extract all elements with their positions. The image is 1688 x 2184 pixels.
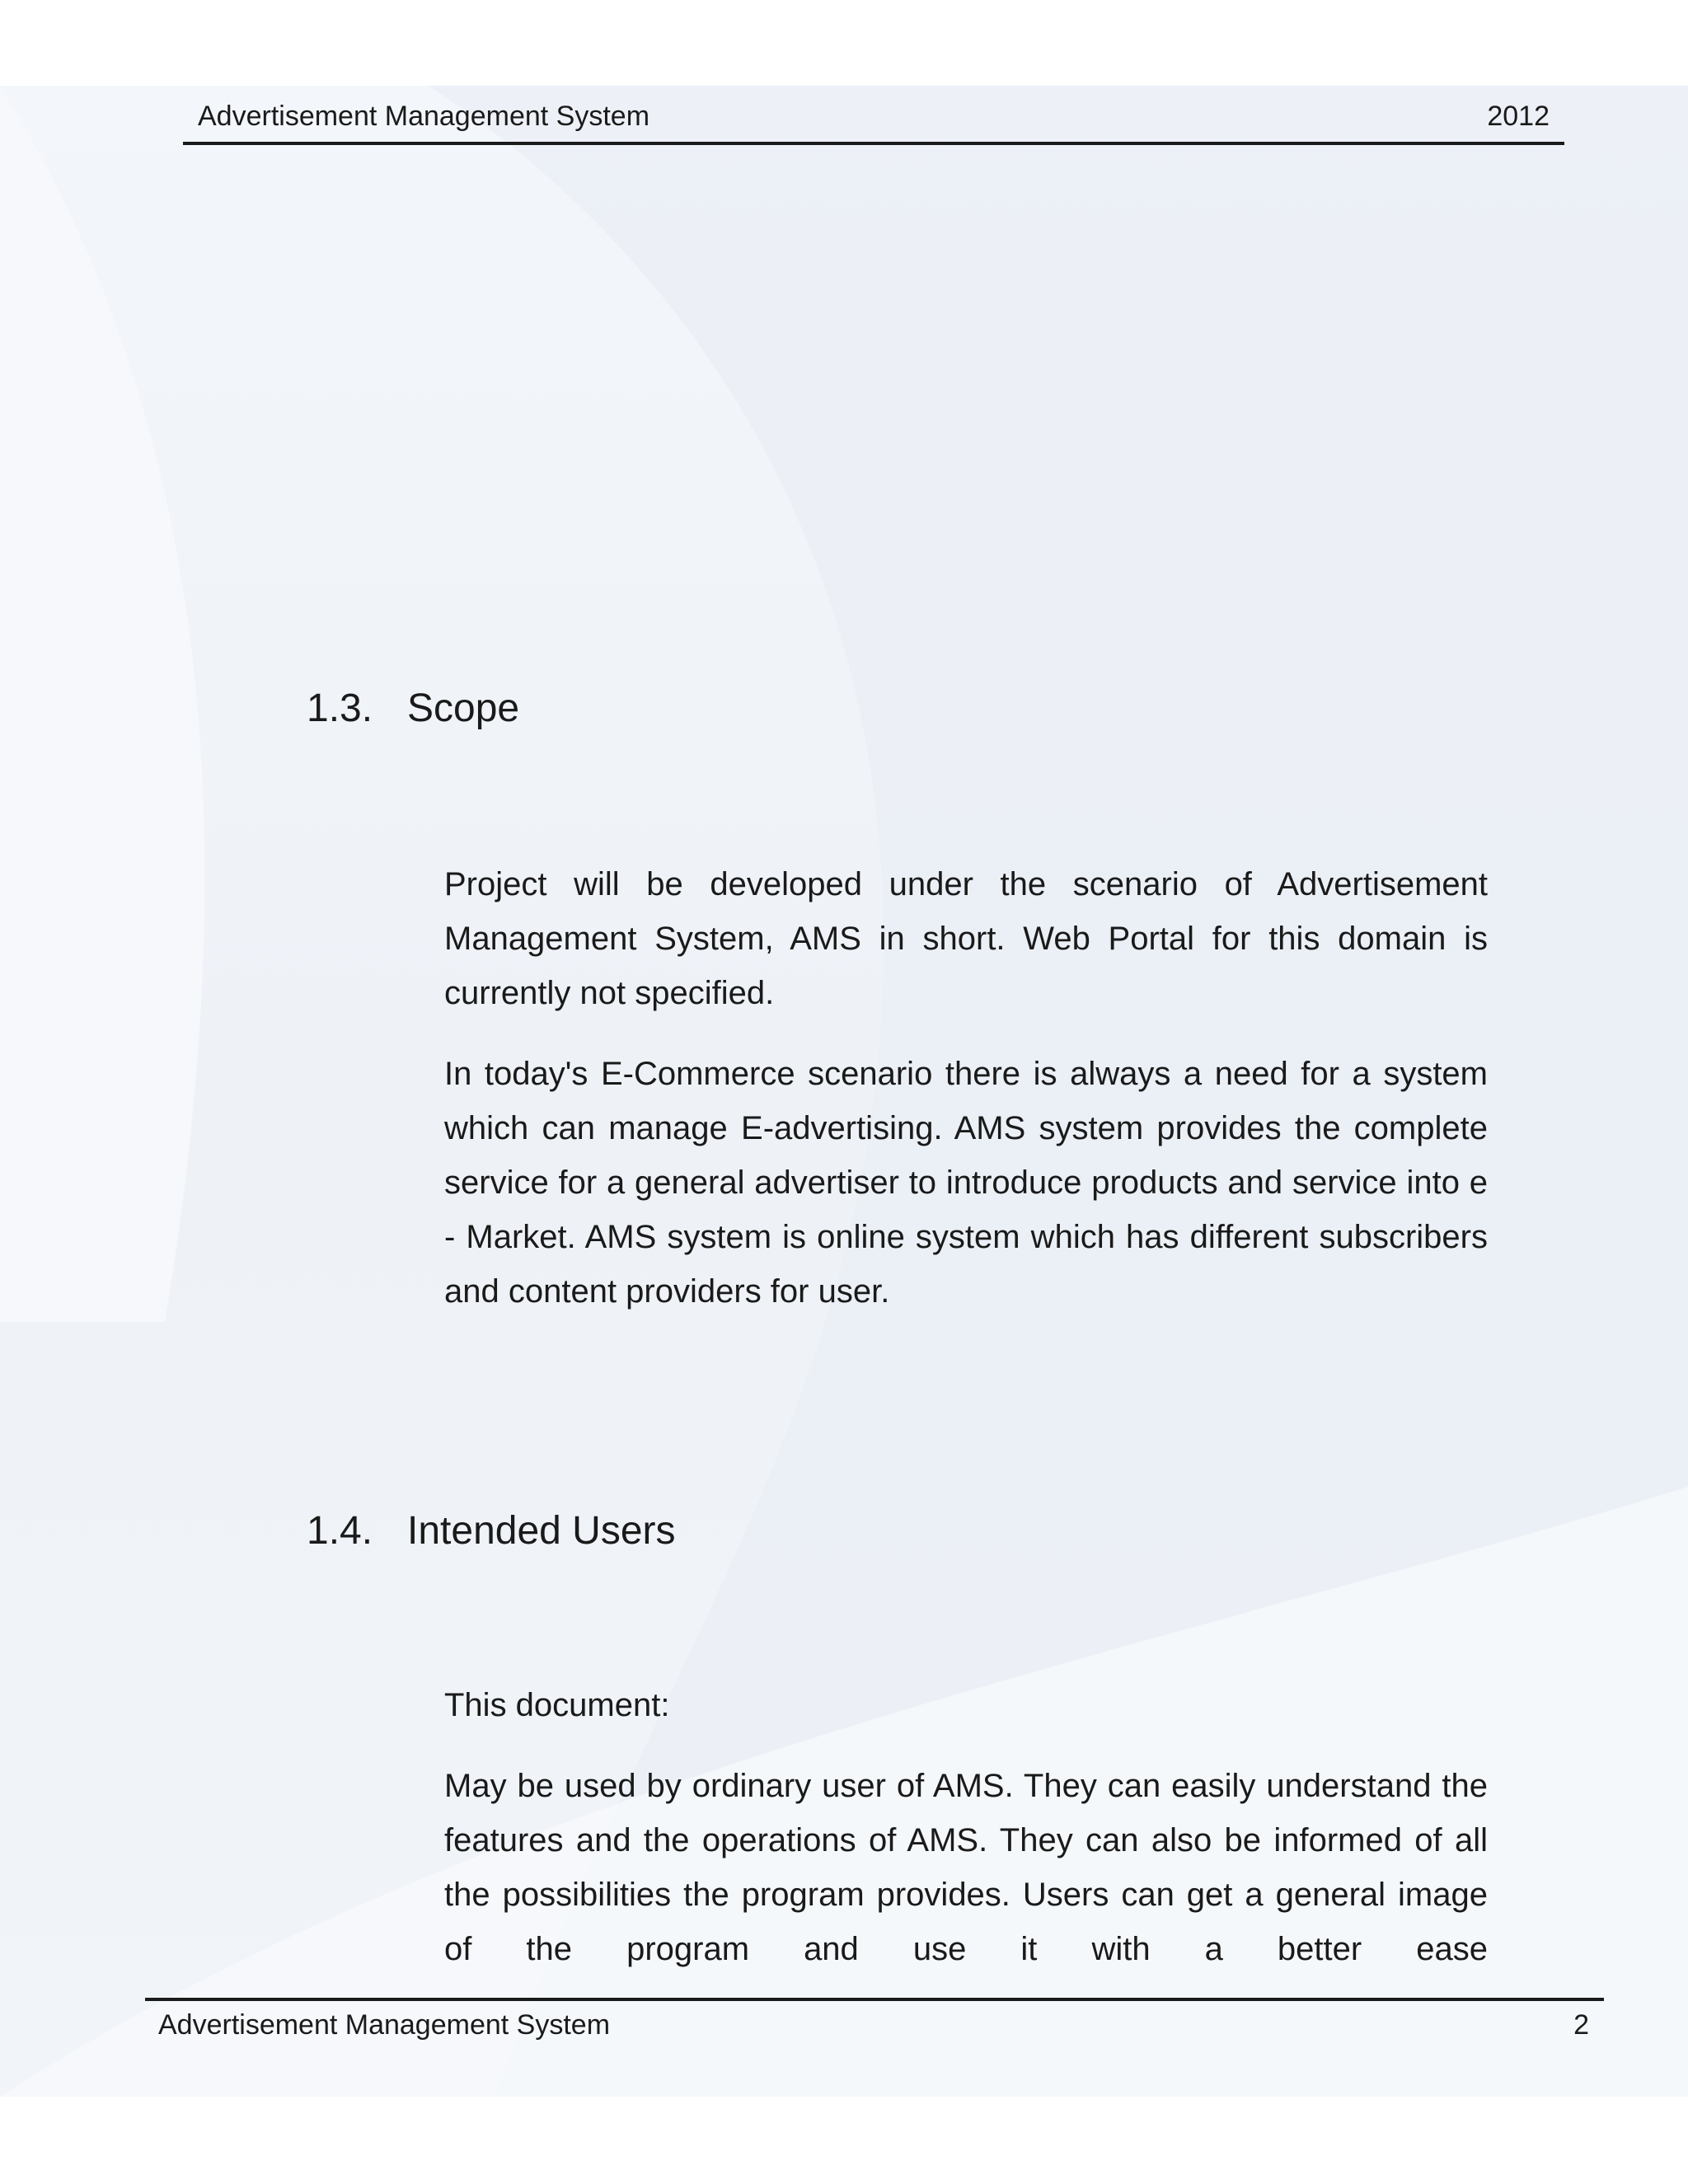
page-number: 2 xyxy=(1573,2009,1589,2041)
footer-title: Advertisement Management System xyxy=(158,2009,611,2041)
section-number: 1.3. xyxy=(307,687,373,730)
header-title: Advertisement Management System xyxy=(198,101,650,132)
page-header xyxy=(183,99,1564,145)
paragraph: Project will be developed under the scenario of Advertisement Management System, AMS in short. Web Portal for this domain is currently not specified. xyxy=(444,866,1488,1011)
header-year: 2012 xyxy=(1487,101,1550,132)
section-title: Intended Users xyxy=(407,1509,676,1553)
page-footer xyxy=(145,1998,1604,2050)
section-heading-intended-users xyxy=(307,1508,676,1554)
paragraph: In today's E-Commerce scenario there is always a need for a system which can manage E-advertising. AMS system provides the complete service for a general advertiser to introduce products and service into e - Market. AMS system is online system which has different subscribers and content providers for user. xyxy=(444,1056,1488,1310)
section-heading-scope xyxy=(307,686,519,731)
section-title: Scope xyxy=(407,687,520,730)
paragraph: May be used by ordinary user of AMS. They can easily understand the features and the operations of AMS. They can also be informed of all the possibilities the program provides. Users can get a general image of the program and use it with a better ease xyxy=(444,1768,1488,1967)
paragraph: This document: xyxy=(444,1687,670,1723)
section-number: 1.4. xyxy=(307,1509,373,1553)
